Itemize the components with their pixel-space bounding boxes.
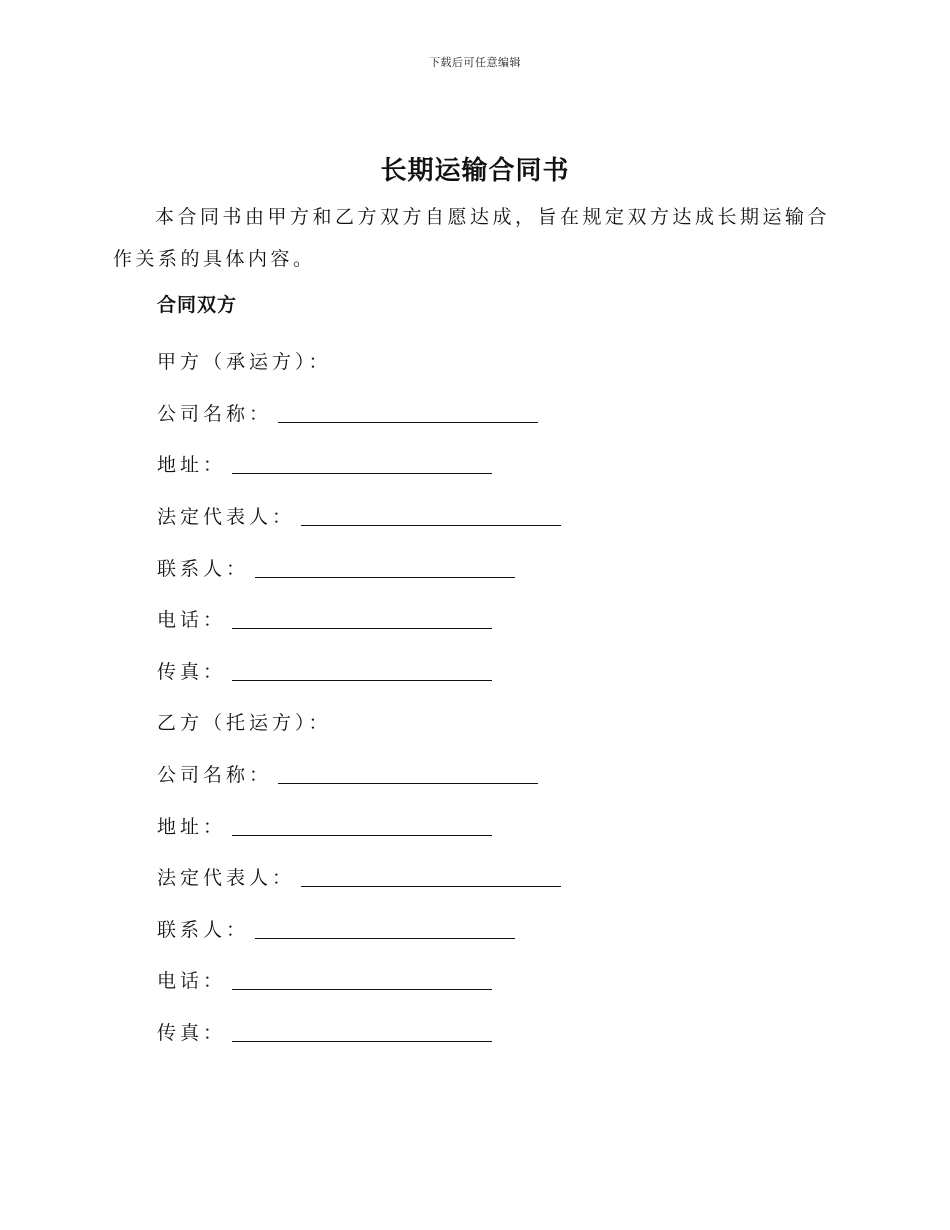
party-b-address-row [157,799,857,851]
field-label: 传真： [157,1022,227,1045]
party-a-legal-rep-blank[interactable] [301,505,561,526]
party-b-contact-row [157,903,857,955]
party-b-phone-blank[interactable] [232,969,492,990]
field-label: 联系人： [157,557,250,580]
party-b-heading-label: 乙方（托运方）： [157,712,332,735]
field-label: 地址： [157,815,227,838]
party-a-heading [157,335,857,387]
party-a-address-blank[interactable] [232,453,492,474]
page-header-note: 下载后可任意编辑 [429,56,521,69]
party-a-company-name-blank[interactable] [278,402,538,423]
party-b-fax-row [157,1006,857,1058]
field-label: 电话： [157,970,227,993]
party-b-company-row [157,748,857,800]
party-b-company-name-blank[interactable] [278,763,538,784]
field-label: 联系人： [157,918,250,941]
party-b-fax-blank[interactable] [232,1021,492,1042]
party-a-phone-blank[interactable] [232,608,492,629]
document-title: 长期运输合同书 [380,156,570,186]
party-a-contact-row [157,541,857,593]
field-label: 传真： [157,660,227,683]
party-a-contact-blank[interactable] [255,557,515,578]
party-fields [157,335,857,1057]
intro-paragraph: 本合同书由甲方和乙方双方自愿达成，旨在规定双方达成长期运输合作关系的具体内容。 [113,206,831,270]
field-label: 电话： [157,609,227,632]
section-heading-parties: 合同双方 [157,294,238,316]
party-a-phone-row [157,593,857,645]
party-a-company-row [157,387,857,439]
field-label: 法定代表人： [157,506,296,529]
party-a-address-row [157,438,857,490]
party-b-heading [157,696,857,748]
party-a-heading-label: 甲方（承运方）： [157,351,332,374]
party-a-fax-row [157,645,857,697]
party-b-legal-rep-row [157,851,857,903]
party-b-address-blank[interactable] [232,815,492,836]
field-label: 地址： [157,454,227,477]
party-b-legal-rep-blank[interactable] [301,866,561,887]
field-label: 公司名称： [157,402,273,425]
party-a-legal-rep-row [157,490,857,542]
field-label: 法定代表人： [157,867,296,890]
field-label: 公司名称： [157,764,273,787]
party-b-phone-row [157,954,857,1006]
party-b-contact-blank[interactable] [255,918,515,939]
party-a-fax-blank[interactable] [232,660,492,681]
